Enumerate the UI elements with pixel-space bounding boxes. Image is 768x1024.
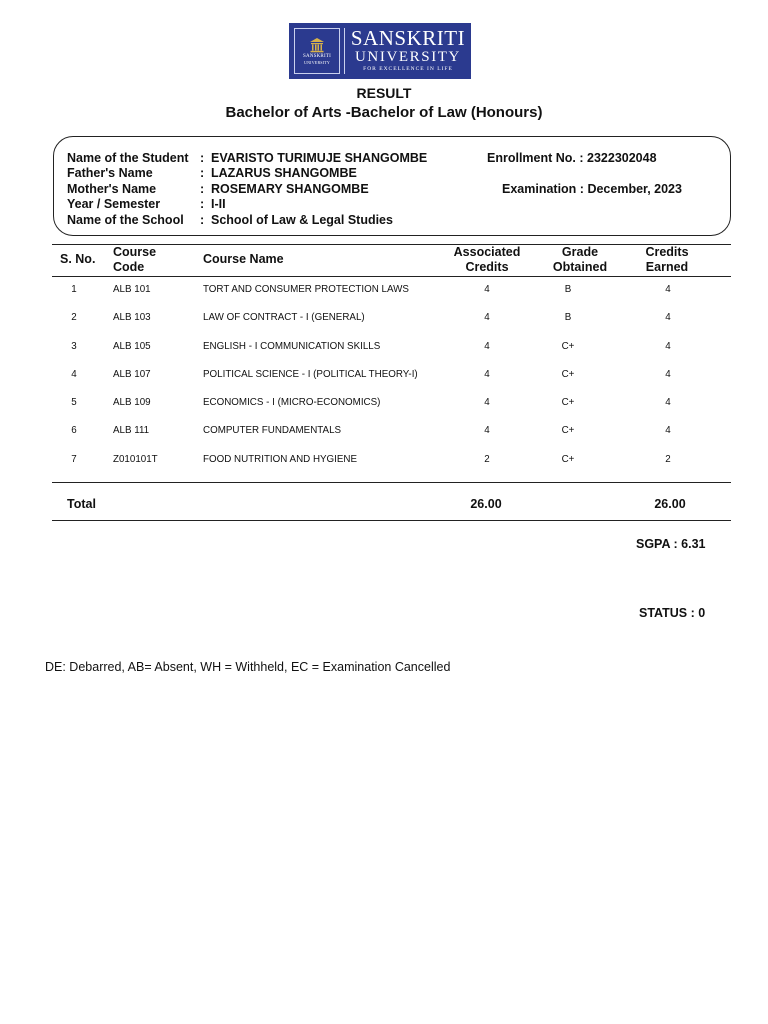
mother-name-label: Mother's Name xyxy=(67,182,157,196)
logo-wordmark xyxy=(349,26,467,74)
result-title: RESULT xyxy=(356,85,412,101)
examination-session xyxy=(502,182,682,196)
separator: : xyxy=(200,197,205,211)
row-sno: 1 xyxy=(71,284,77,295)
header-associated-line1: Associated xyxy=(453,245,521,259)
separator: : xyxy=(200,166,205,180)
school-name-value: School of Law & Legal Studies xyxy=(211,213,393,227)
totals-bottom-rule xyxy=(52,520,731,521)
row-credits-earned: 4 xyxy=(665,425,671,436)
university-emblem xyxy=(294,28,340,74)
row-associated-credits: 4 xyxy=(484,369,490,380)
enrollment-value: 2322302048 xyxy=(587,151,657,165)
emblem-text-line1: SANSKRITI xyxy=(303,54,331,59)
row-credits-earned: 4 xyxy=(665,369,671,380)
row-course-code: ALB 109 xyxy=(113,397,151,408)
row-associated-credits: 2 xyxy=(484,454,490,465)
row-grade: B xyxy=(564,284,572,295)
row-course-code: ALB 103 xyxy=(113,312,151,323)
enrollment-number xyxy=(487,151,657,165)
examination-label: Examination : xyxy=(502,182,584,196)
header-associated-line2: Credits xyxy=(465,260,509,274)
header-course-code xyxy=(113,245,156,275)
row-credits-earned: 2 xyxy=(665,454,671,465)
row-associated-credits: 4 xyxy=(484,425,490,436)
mother-name-value: ROSEMARY SHANGOMBE xyxy=(211,182,369,196)
row-grade: B xyxy=(564,312,572,323)
row-grade: C+ xyxy=(561,397,575,408)
header-course-code-line1: Course xyxy=(113,245,157,259)
father-name-row xyxy=(67,166,357,181)
row-course-code: Z010101T xyxy=(113,454,158,465)
header-grade-line2: Obtained xyxy=(552,260,608,274)
row-sno: 7 xyxy=(71,454,77,465)
header-grade-line1: Grade xyxy=(561,245,599,259)
row-sno: 5 xyxy=(71,397,77,408)
row-course-name: FOOD NUTRITION AND HYGIENE xyxy=(203,454,358,465)
logo-tagline: FOR EXCELLENCE IN LIFE xyxy=(363,66,453,72)
row-course-code: ALB 107 xyxy=(113,369,151,380)
header-grade-obtained xyxy=(540,245,620,275)
row-course-name: TORT AND CONSUMER PROTECTION LAWS xyxy=(203,284,409,295)
programme-title: Bachelor of Arts -Bachelor of Law (Honours) xyxy=(225,104,543,121)
row-course-name: LAW OF CONTRACT - I (GENERAL) xyxy=(203,312,365,323)
row-course-code: ALB 101 xyxy=(113,284,151,295)
university-logo xyxy=(289,23,471,79)
separator: : xyxy=(200,151,205,165)
year-semester-value: I-II xyxy=(211,197,226,211)
student-name-label: Name of the Student xyxy=(67,151,189,165)
row-sno: 3 xyxy=(71,341,77,352)
emblem-text-line2: UNIVERSITY xyxy=(304,60,330,65)
building-icon xyxy=(309,37,325,53)
status-value: STATUS : 0 xyxy=(639,606,706,620)
row-course-code: ALB 105 xyxy=(113,341,151,352)
total-credits-earned: 26.00 xyxy=(654,497,686,511)
row-course-name: POLITICAL SCIENCE - I (POLITICAL THEORY-I) xyxy=(203,369,418,380)
total-label: Total xyxy=(67,497,96,511)
mother-name-row xyxy=(67,182,369,197)
row-credits-earned: 4 xyxy=(665,397,671,408)
abbreviation-legend: DE: Debarred, AB= Absent, WH = Withheld, EC = Examination Cancelled xyxy=(45,660,451,674)
father-name-value: LAZARUS SHANGOMBE xyxy=(211,166,357,180)
row-sno: 6 xyxy=(71,425,77,436)
row-course-code: ALB 111 xyxy=(113,425,150,436)
logo-name-line1: SANSKRITI xyxy=(350,26,466,50)
row-credits-earned: 4 xyxy=(665,312,671,323)
student-name-value: EVARISTO TURIMUJE SHANGOMBE xyxy=(211,151,428,165)
row-grade: C+ xyxy=(561,425,575,436)
year-semester-row xyxy=(67,197,226,212)
total-associated-credits: 26.00 xyxy=(470,497,502,511)
row-credits-earned: 4 xyxy=(665,284,671,295)
row-grade: C+ xyxy=(561,341,575,352)
enrollment-label: Enrollment No. : xyxy=(487,151,584,165)
header-credits-earned xyxy=(627,245,707,275)
separator: : xyxy=(200,213,205,227)
row-course-name: COMPUTER FUNDAMENTALS xyxy=(203,425,342,436)
row-associated-credits: 4 xyxy=(484,397,490,408)
totals-top-rule xyxy=(52,482,731,483)
row-grade: C+ xyxy=(561,454,575,465)
row-sno: 2 xyxy=(71,312,77,323)
separator: : xyxy=(200,182,205,196)
table-header-rule xyxy=(52,276,731,277)
row-associated-credits: 4 xyxy=(484,284,490,295)
header-earned-line2: Earned xyxy=(645,260,689,274)
row-associated-credits: 4 xyxy=(484,341,490,352)
row-sno: 4 xyxy=(71,369,77,380)
row-associated-credits: 4 xyxy=(484,312,490,323)
row-grade: C+ xyxy=(561,369,575,380)
row-course-name: ENGLISH - I COMMUNICATION SKILLS xyxy=(203,341,381,352)
school-name-label: Name of the School xyxy=(67,213,184,227)
year-semester-label: Year / Semester xyxy=(67,197,161,211)
examination-value: December, 2023 xyxy=(587,182,682,196)
row-credits-earned: 4 xyxy=(665,341,671,352)
header-course-name: Course Name xyxy=(203,252,284,266)
father-name-label: Father's Name xyxy=(67,166,153,180)
header-course-code-line2: Code xyxy=(113,260,145,274)
header-earned-line1: Credits xyxy=(645,245,689,259)
student-name-row xyxy=(67,151,427,166)
header-sno: S. No. xyxy=(60,252,96,266)
logo-divider xyxy=(344,28,345,74)
header-associated-credits xyxy=(447,245,527,275)
sgpa-value: SGPA : 6.31 xyxy=(636,537,706,551)
school-name-row xyxy=(67,213,393,228)
row-course-name: ECONOMICS - I (MICRO-ECONOMICS) xyxy=(203,397,381,408)
logo-name-line2: UNIVERSITY xyxy=(355,49,461,65)
